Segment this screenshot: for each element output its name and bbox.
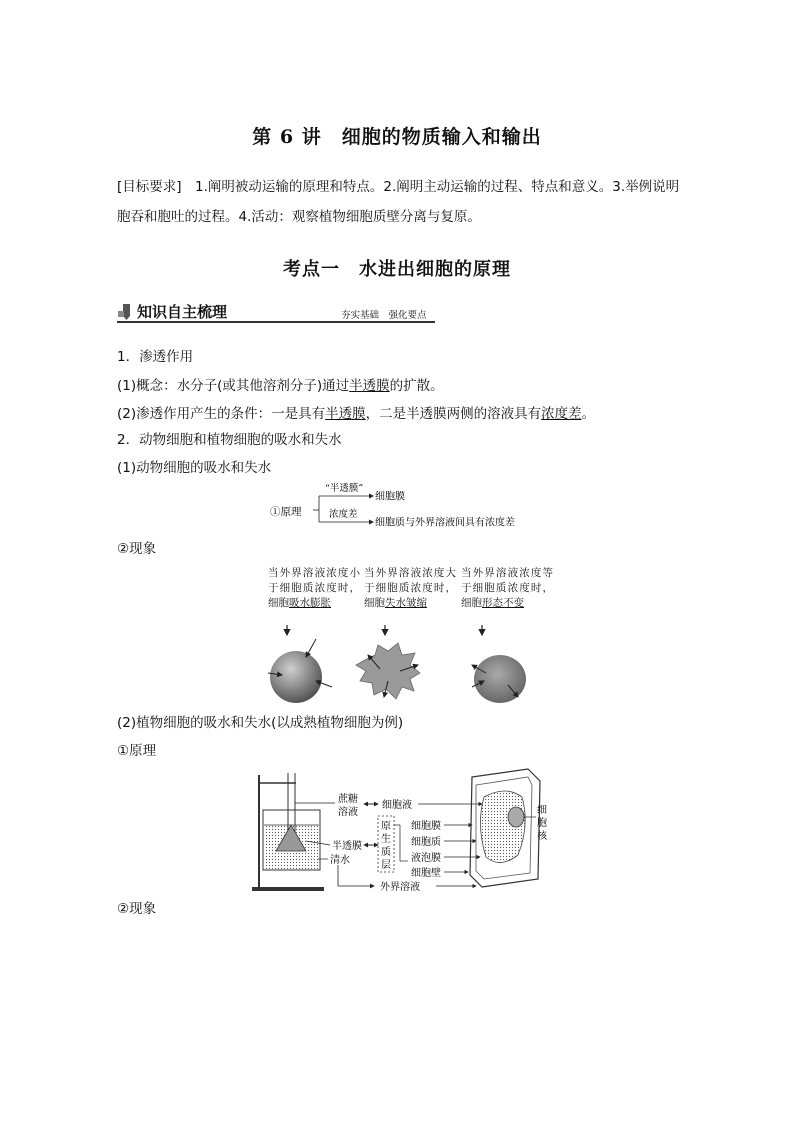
caption-result: 失水皱缩	[385, 597, 427, 609]
plant-cell	[470, 769, 540, 887]
cond-keyword-1: 半透膜	[325, 406, 366, 422]
plant-phenomenon-label: ②现象	[117, 901, 157, 917]
concept-text-end: 的扩散。	[389, 378, 444, 394]
shrunken-cell	[356, 643, 420, 699]
animal-heading: (1)动物细胞的吸水和失水	[117, 460, 272, 476]
sucrose-label-2: 溶液	[338, 807, 358, 818]
banner-title: 知识自主梳理	[137, 303, 228, 321]
s1-condition	[117, 404, 687, 424]
vacuole-membrane-label: 液泡膜	[411, 853, 441, 864]
nucleus-char-1: 细	[537, 805, 547, 816]
banner-underline	[117, 321, 435, 323]
page-title: 第 6 讲 细胞的物质输入和输出	[252, 126, 542, 148]
top-target: 细胞膜	[375, 491, 405, 503]
cell-caption-swell	[268, 566, 360, 611]
cond-text: (2)渗透作用产生的条件：一是具有	[117, 406, 326, 422]
pencil-icon	[117, 303, 133, 321]
concept-text: (1)概念：水分子(或其他溶剂分子)通过	[117, 378, 350, 394]
caption-text: 当外界溶液浓度等于细胞质浓度时，细胞	[461, 567, 553, 609]
bottom-target: 细胞质与外界溶液间具有浓度差	[375, 517, 515, 529]
swollen-cell	[268, 639, 332, 703]
outside-solution-label: 外界溶液	[380, 882, 420, 893]
protoplast-char-3: 质	[381, 847, 391, 858]
sucrose-label-1: 蔗糖	[338, 794, 358, 805]
membrane-label: 细胞膜	[411, 821, 441, 832]
section-banner	[117, 300, 435, 324]
caption-text: 当外界溶液浓度小于细胞质浓度时，细胞	[268, 567, 360, 609]
goals-text: 1.阐明被动运输的原理和特点。2.阐明主动运输的过程、特点和意义。3.举例说明胞吞和胞吐的过程。4.活动：观察植物细胞质壁分离与复原。	[117, 179, 680, 225]
cond-keyword-2: 浓度差	[541, 406, 582, 422]
kaodian-title: 考点一 水进出细胞的原理	[283, 259, 511, 280]
plant-principle-label: ①原理	[117, 743, 157, 759]
cond-text-mid: ，二是半透膜两侧的溶液具有	[365, 406, 542, 422]
banner-subtitle: 夯实基础 强化要点	[341, 310, 427, 321]
cell-sap-label: 细胞液	[382, 800, 412, 811]
s2-heading: 2．动物细胞和植物细胞的吸水和失水	[117, 432, 342, 448]
protoplast-char-1: 原	[381, 821, 391, 832]
principle-label: ①原理	[270, 506, 302, 518]
beaker-stand	[252, 773, 324, 891]
goals-tag: [目标要求]	[117, 179, 182, 195]
semi-membrane-label: 半透膜	[332, 841, 362, 852]
nucleus-char-2: 胞	[537, 818, 547, 829]
s1-concept	[117, 376, 687, 396]
caption-result: 形态不变	[482, 597, 524, 609]
plant-heading: (2)植物细胞的吸水和失水(以成熟植物细胞为例)	[117, 715, 404, 731]
protoplast-char-4: 层	[381, 860, 391, 871]
protoplast-char-2: 生	[381, 834, 391, 845]
plant-principle-diagram	[250, 765, 555, 895]
water-label: 清水	[330, 855, 350, 866]
animal-cells-illustration	[260, 625, 560, 705]
cell-caption-shrink	[364, 566, 456, 611]
cytoplasm-label: 细胞质	[411, 837, 441, 848]
normal-cell	[472, 655, 526, 703]
phenomenon-label: ②现象	[117, 541, 157, 557]
cell-wall-label: 细胞壁	[411, 868, 441, 879]
animal-principle-diagram	[265, 480, 540, 532]
caption-result: 吸水膨胀	[289, 597, 331, 609]
concept-keyword: 半透膜	[349, 378, 390, 394]
caption-text: 当外界溶液浓度大于细胞质浓度时，细胞	[364, 567, 456, 609]
cell-caption-same	[461, 566, 553, 611]
top-arrow-label: “半透膜”	[325, 483, 364, 494]
bottom-arrow-label: 浓度差	[329, 509, 358, 520]
s1-heading: 1．渗透作用	[117, 349, 194, 365]
learning-goals	[117, 172, 687, 232]
cond-text-end: 。	[581, 406, 596, 422]
nucleus-char-3: 核	[537, 831, 547, 842]
